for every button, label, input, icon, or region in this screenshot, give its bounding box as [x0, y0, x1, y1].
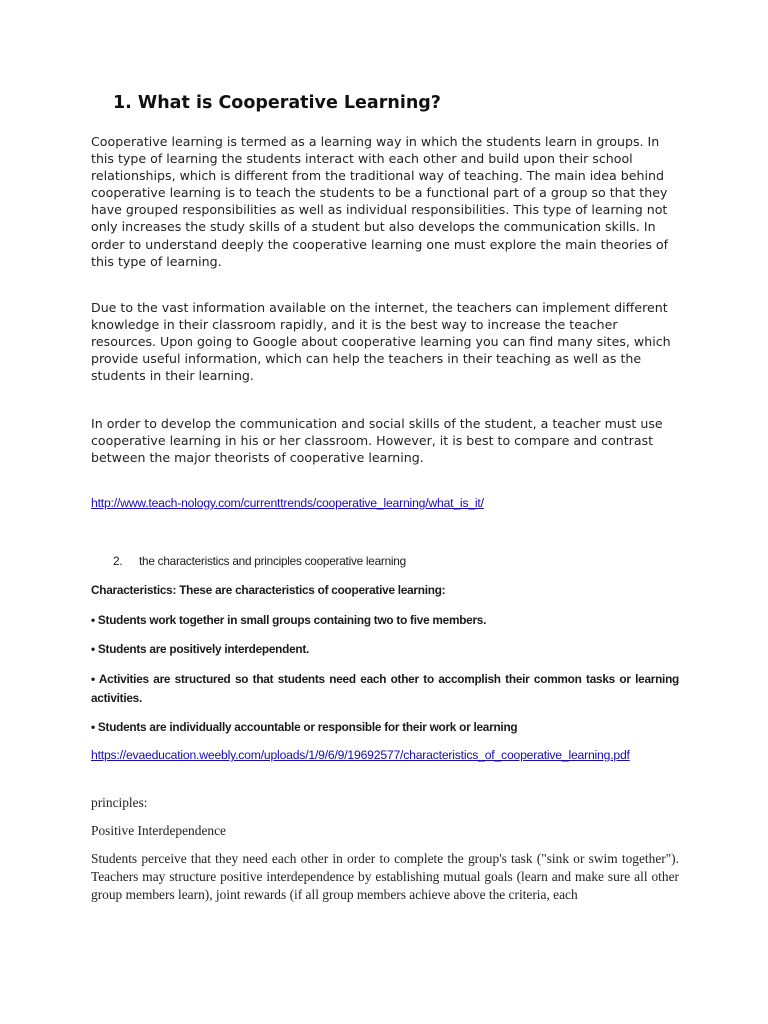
section-2-heading — [91, 552, 679, 571]
paragraph-internet: Due to the vast information available on the internet, the teachers can implement different knowledge in their classroom rapidly, and it is the best way to increase the teacher resources. Upon going to Google about cooperative learning you can find many sites, which provide useful information, which can help the teachers in their teaching as well as the students in their learning. — [91, 300, 671, 384]
positive-interdependence-heading: Positive Interdependence — [91, 823, 226, 838]
section-2-title: the characteristics and principles cooperative learning — [139, 554, 406, 568]
bullet-small-groups: • Students work together in small groups containing two to five members. — [91, 613, 487, 627]
paragraph-skills: In order to develop the communication and social skills of the student, a teacher must use cooperative learning in his or her classroom. However, it is best to compare and contrast between the major theorists of cooperative learning. — [91, 416, 663, 466]
evaeducation-link[interactable]: https://evaeducation.weebly.com/uploads/1/9/6/9/19692577/characteristics_of_cooperative_learning.pdf — [91, 748, 630, 762]
positive-interdependence-body: Students perceive that they need each other in order to complete the group's task ("sink or swim together"). Teachers may structure positive interdependence by establishing mutual goals (learn and make sure all other group members learn), joint rewards (if all group members achieve above the criteria, each — [91, 851, 679, 903]
section-2-number: 2. — [113, 554, 123, 568]
principles-label: principles: — [91, 795, 148, 810]
bullet-interdependent: • Students are positively interdependent. — [91, 642, 310, 656]
teach-nology-link[interactable]: http://www.teach-nology.com/currenttrends/cooperative_learning/what_is_it/ — [91, 496, 484, 510]
section-1-heading: 1. What is Cooperative Learning? — [113, 93, 441, 113]
paragraph-definition: Cooperative learning is termed as a learning way in which the students learn in groups. In this type of learning the students interact with each other and build upon their school relationships, which is different from the traditional way of teaching. The main idea behind cooperative learning is to teach the students to be a functional part of a group so that they have grouped responsibilities as well as individual responsibilities. This type of learning not only increases the study skills of a student but also develops the communication skills. In order to understand deeply the cooperative learning one must explore the main theories of this type of learning. — [91, 134, 669, 269]
bullet-accountable: • Students are individually accountable or responsible for their work or learning — [91, 720, 518, 734]
characteristics-intro: Characteristics: These are characteristics of cooperative learning: — [91, 583, 446, 597]
bullet-structured-activities: • Activities are structured so that students need each other to accomplish their common tasks or learning activities. — [91, 672, 679, 705]
